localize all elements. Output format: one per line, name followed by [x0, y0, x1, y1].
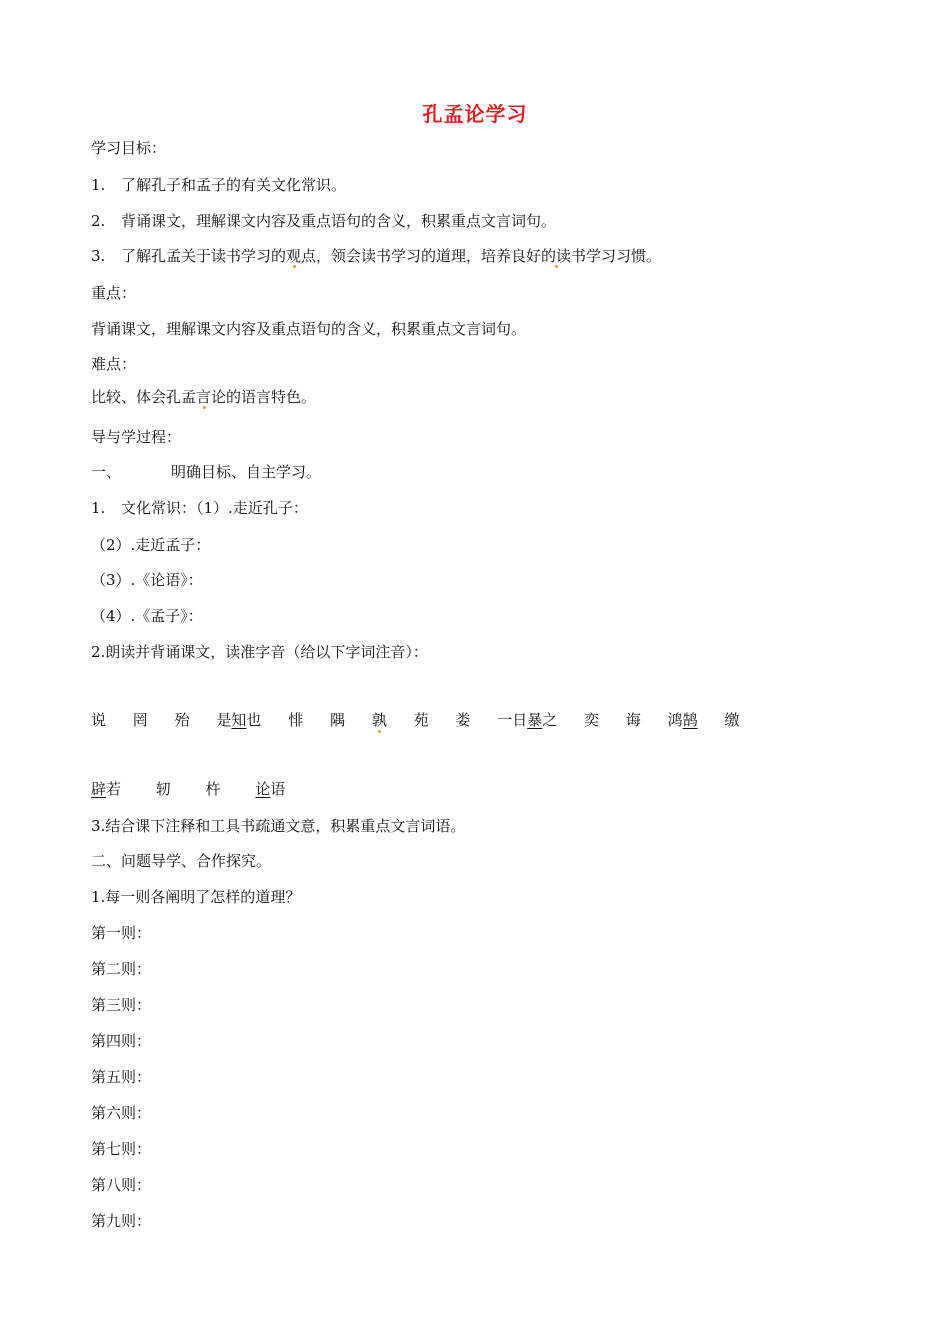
objective-1	[91, 175, 346, 195]
key-heading: 重点：	[91, 284, 137, 302]
word-group	[255, 779, 285, 799]
rule-9: 第九则：	[91, 1212, 152, 1230]
item-1	[91, 498, 308, 518]
objective-3-text-a: 了解孔孟关于读书学习的观点，领会读书学习的道理	[121, 247, 467, 265]
item-1-text: 文化常识：（1）.走近孔子：	[121, 499, 308, 517]
objective-1-text: 了解孔子和孟子的有关文化常识。	[121, 176, 347, 194]
word: 罔	[132, 711, 148, 729]
page-title: 孔孟论学习	[422, 102, 528, 126]
word: 苑	[413, 711, 429, 729]
word-underlined: 辟	[91, 780, 107, 798]
sub-item-2: （2）.走近孟子：	[91, 536, 211, 554]
word-group	[216, 710, 261, 730]
word-group	[668, 710, 698, 730]
word: 悱	[288, 711, 304, 729]
objective-2	[91, 211, 556, 231]
word-part: 是	[216, 711, 232, 729]
word: 缴	[724, 711, 740, 729]
rule-3: 第三则：	[91, 996, 152, 1014]
rule-4: 第四则：	[91, 1032, 152, 1050]
word: 娄	[455, 711, 471, 729]
word-underlined: 论	[255, 780, 271, 798]
word-underlined: 鹄	[682, 711, 698, 729]
objective-3-text-d: 习惯。	[616, 247, 662, 265]
word: 孰	[371, 711, 387, 729]
word-part: 鸿	[667, 711, 683, 729]
word-part: 之	[542, 711, 558, 729]
word-group	[497, 710, 557, 730]
pronunciation-words-row-1	[91, 710, 761, 730]
item-1-num: 1.	[91, 499, 106, 517]
key-text: 背诵课文，理解课文内容及重点语句的含义，积累重点文言词句。	[91, 320, 527, 338]
difficulty-text-body: 比较、体会孔孟言论的语言特色。	[91, 388, 317, 406]
rule-6: 第六则：	[91, 1104, 152, 1122]
item-2: 2.朗读并背诵课文，读准字音（给以下字词注音）：	[91, 643, 428, 661]
objective-3	[91, 246, 661, 266]
objective-1-num: 1.	[91, 176, 106, 194]
objective-3-text-b: ，培	[466, 247, 497, 265]
section-1-num: 一、	[91, 463, 122, 481]
objective-3-num: 3.	[91, 247, 106, 265]
rule-7: 第七则：	[91, 1140, 152, 1158]
difficulty-heading: 难点：	[91, 355, 137, 373]
word-part: 语	[270, 780, 286, 798]
pronunciation-words-row-2	[91, 779, 315, 799]
sub-item-4: （4）.《孟子》：	[91, 607, 203, 625]
objectives-heading: 学习目标：	[91, 139, 167, 157]
word-underlined: 暴	[527, 711, 543, 729]
question-1: 1.每一则各阐明了怎样的道理？	[91, 888, 301, 906]
rule-5: 第五则：	[91, 1068, 152, 1086]
item-3: 3.结合课下注释和工具书疏通文意，积累重点文言词语。	[91, 817, 466, 835]
rule-1: 第一则：	[91, 924, 152, 942]
word: 奕	[584, 711, 600, 729]
word-group	[91, 779, 121, 799]
word: 轫	[155, 780, 171, 798]
objective-3-text-c: 养良好的读书学习	[496, 247, 617, 265]
word: 说	[91, 711, 107, 729]
section-1	[91, 462, 321, 482]
rule-8: 第八则：	[91, 1176, 152, 1194]
word: 杵	[205, 780, 221, 798]
word-part: 若	[106, 780, 122, 798]
objective-2-text: 背诵课文，理解课文内容及重点语句的含义，积累重点文言词句。	[121, 212, 557, 230]
objective-2-num: 2.	[91, 212, 106, 230]
word-part: 也	[246, 711, 262, 729]
process-heading: 导与学过程：	[91, 428, 182, 446]
word: 殆	[174, 711, 190, 729]
word-part: 一日	[497, 711, 528, 729]
section-2: 二、问题导学、合作探究。	[91, 852, 272, 870]
word-underlined: 知	[231, 711, 247, 729]
word: 隅	[330, 711, 346, 729]
difficulty-text	[91, 387, 316, 407]
sub-item-3: （3）.《论语》：	[91, 571, 203, 589]
word: 诲	[625, 711, 641, 729]
rule-2: 第二则：	[91, 960, 152, 978]
section-1-text: 明确目标、自主学习。	[171, 463, 322, 481]
